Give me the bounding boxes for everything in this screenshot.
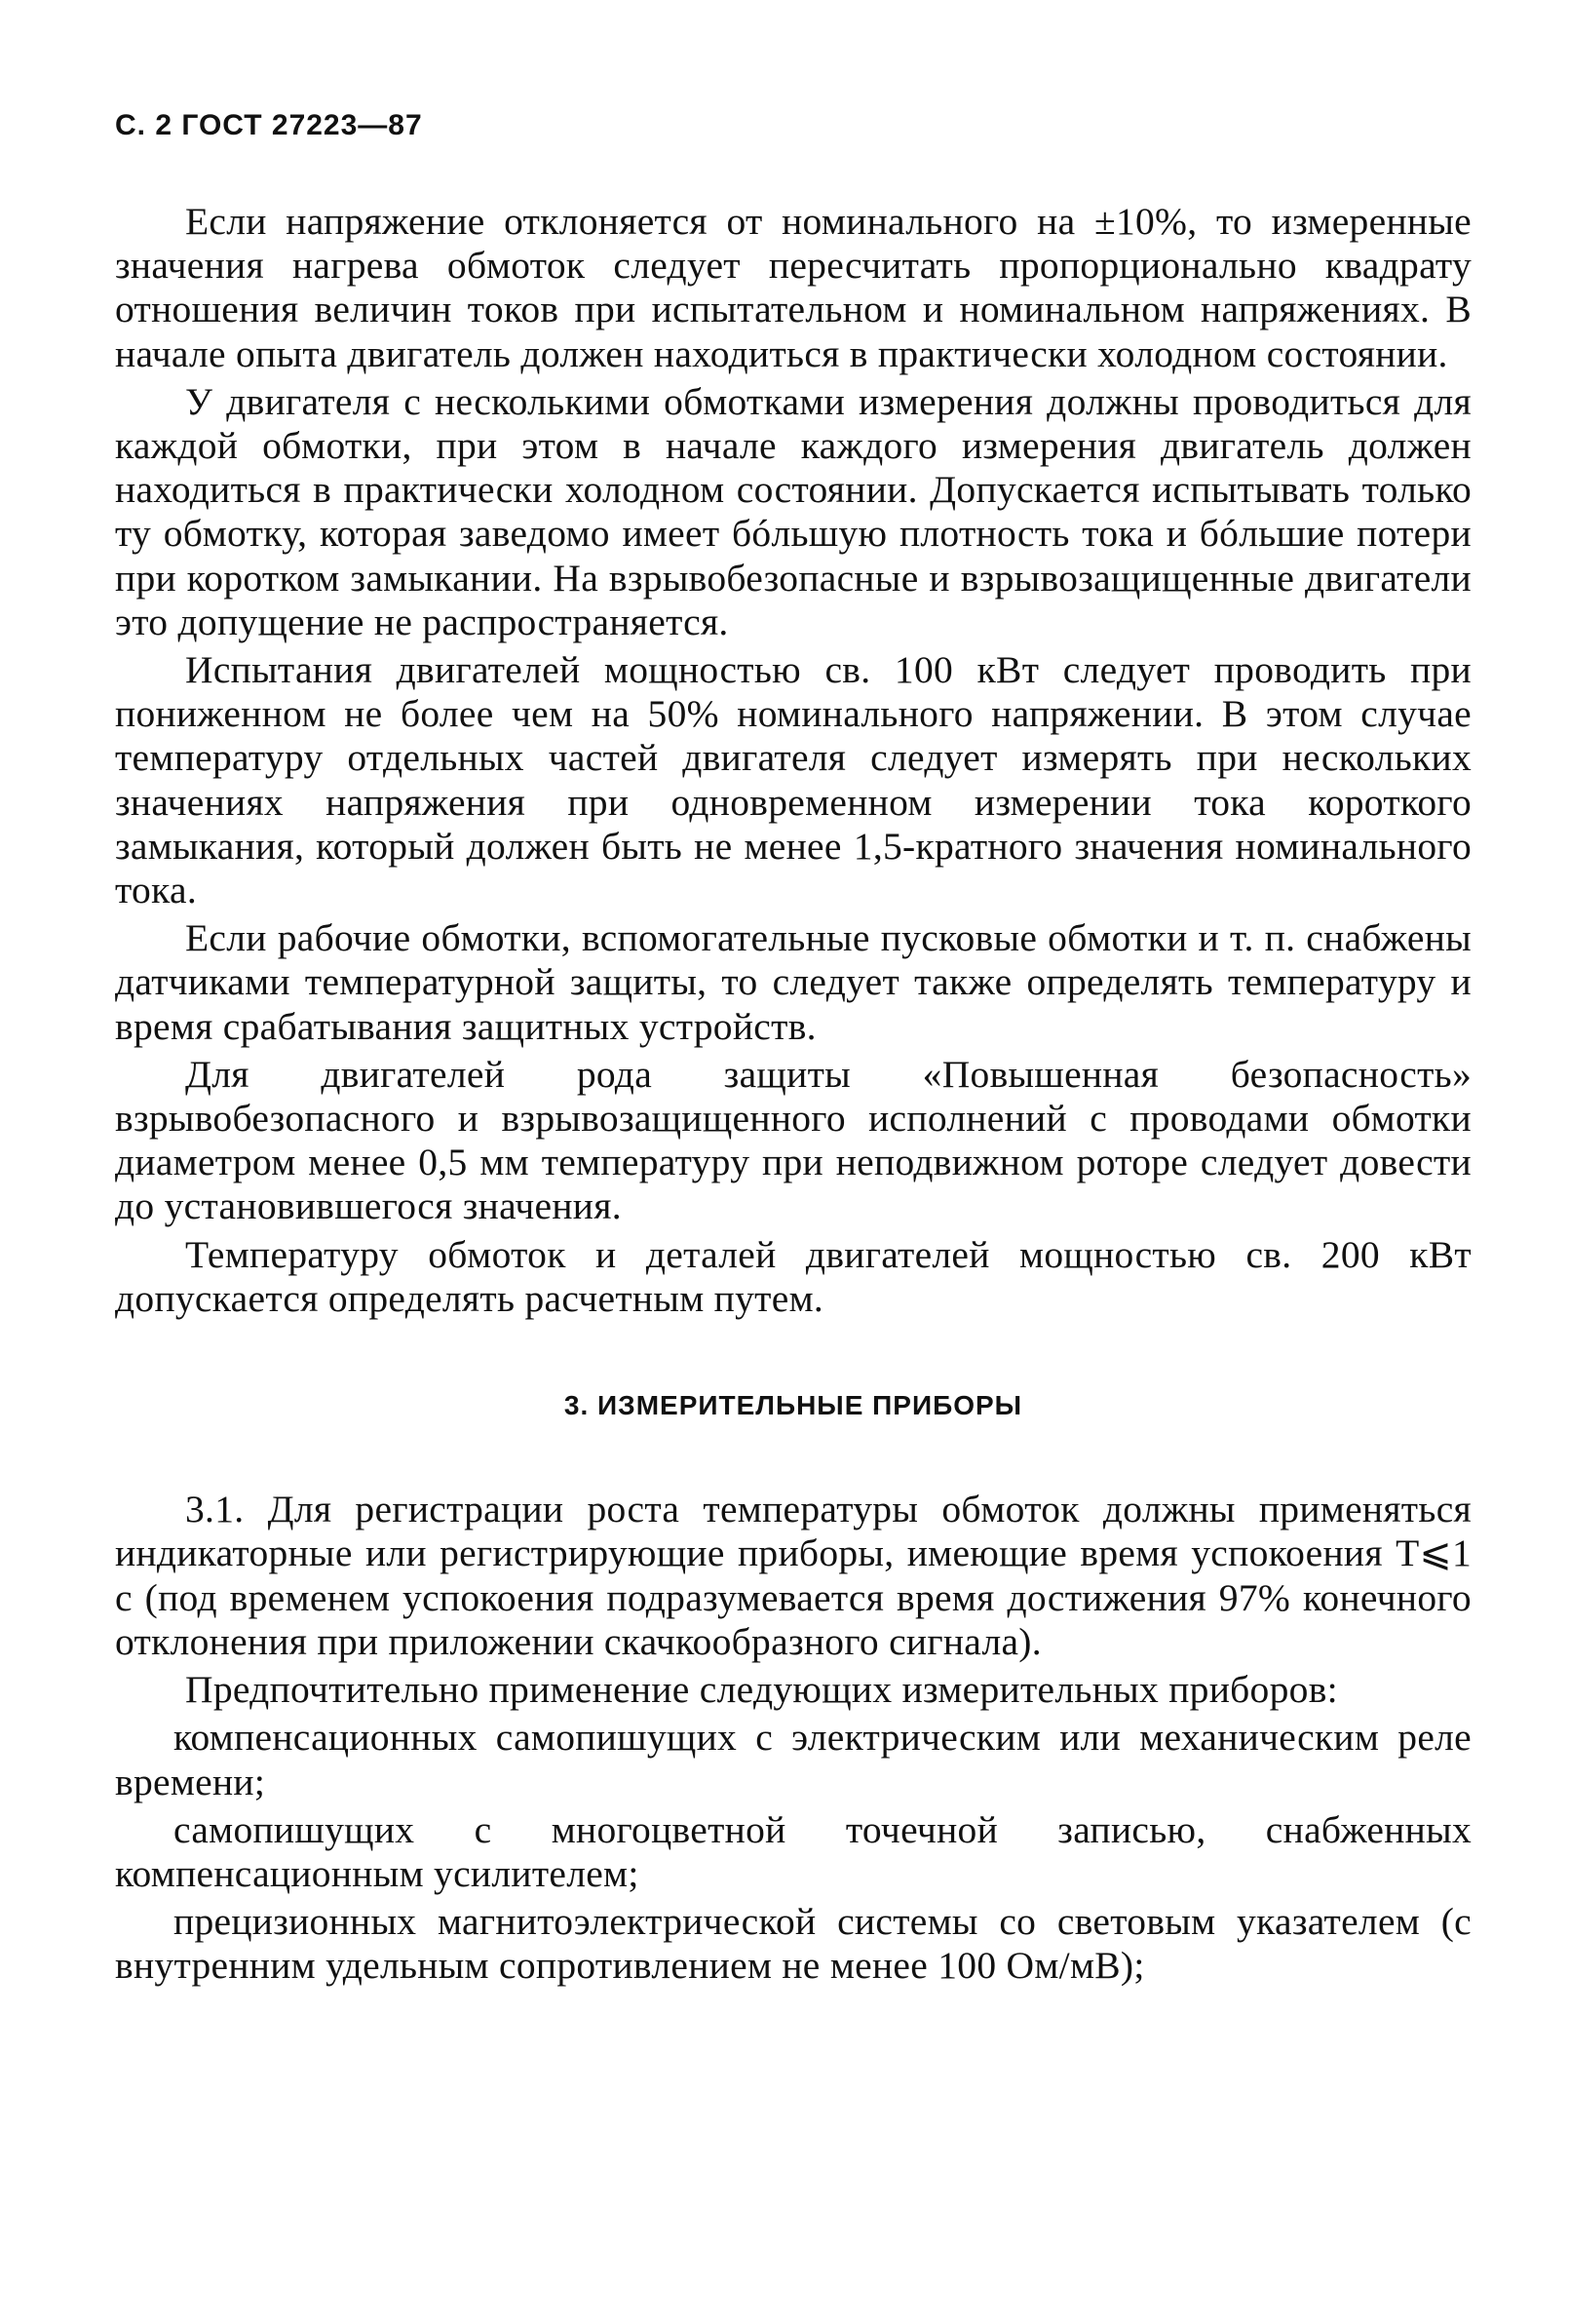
paragraph: 3.1. Для регистрации роста температуры обмоток должны применяться индикаторные или регистрирующие приборы, имеющие время успокоения T⩽1 с (под временем успокоения подразумевается время достижения 97% конечного отклонения при приложении скачкообразного сигнала). (115, 1488, 1472, 1663)
section-title: 3. ИЗМЕРИТЕЛЬНЫЕ ПРИБОРЫ (563, 1390, 1023, 1421)
list-item: прецизионных магнитоэлектрической системы со световым указателем (с внутренним удельным сопротивлением не менее 100 Ом/мВ); (115, 1900, 1472, 1988)
list-item: самопишущих с многоцветной точечной записью, снабженных компенсационным усилителем; (115, 1807, 1472, 1895)
page-header: С. 2 ГОСТ 27223—87 (115, 109, 423, 141)
paragraph: Предпочтительно применение следующих измерительных приборов: (185, 1668, 1338, 1712)
list-item: компенсационных самопишущих с электрическим или механическим реле времени; (115, 1716, 1472, 1803)
paragraph: Для двигателей рода защиты «Повышенная безопасность» взрывобезопасного и взрывозащищенного исполнений с проводами обмотки диаметром менее 0,5 мм температуру при неподвижном роторе следует довести до установившегося значения. (115, 1052, 1472, 1228)
paragraph: Если рабочие обмотки, вспомогательные пусковые обмотки и т. п. снабжены датчиками температурной защиты, то следует также определять температуру и время срабатывания защитных устройств. (115, 916, 1472, 1048)
paragraph: У двигателя с несколькими обмотками измерения должны проводиться для каждой обмотки, при этом в начале каждого измерения двигатель должен находиться в практически холодном состоянии. Допускается испытывать только ту обмотку, которая заведомо имеет бóльшую плотность тока и бóльшие потери при коротком замыкании. На взрывобезопасные и взрывозащищенные двигатели это допущение не распространяется. (115, 379, 1472, 643)
body-text (115, 200, 1472, 1993)
paragraph: Температуру обмоток и деталей двигателей мощностью св. 200 кВт допускается определять расчетным путем. (115, 1232, 1472, 1320)
paragraph: Если напряжение отклоняется от номинального на ±10%, то измеренные значения нагрева обмоток следует пересчитать пропорционально квадрату отношения величин токов при испытательном и номинальном напряжениях. В начале опыта двигатель должен находиться в практически холодном состоянии. (115, 200, 1472, 375)
paragraph: Испытания двигателей мощностью св. 100 кВт следует проводить при пониженном не более чем на 50% номинального напряжении. В этом случае температуру отдельных частей двигателя следует измерять при нескольких значениях напряжения при одновременном измерении тока короткого замыкания, который должен быть не менее 1,5-кратного значения номинального тока. (115, 648, 1472, 912)
